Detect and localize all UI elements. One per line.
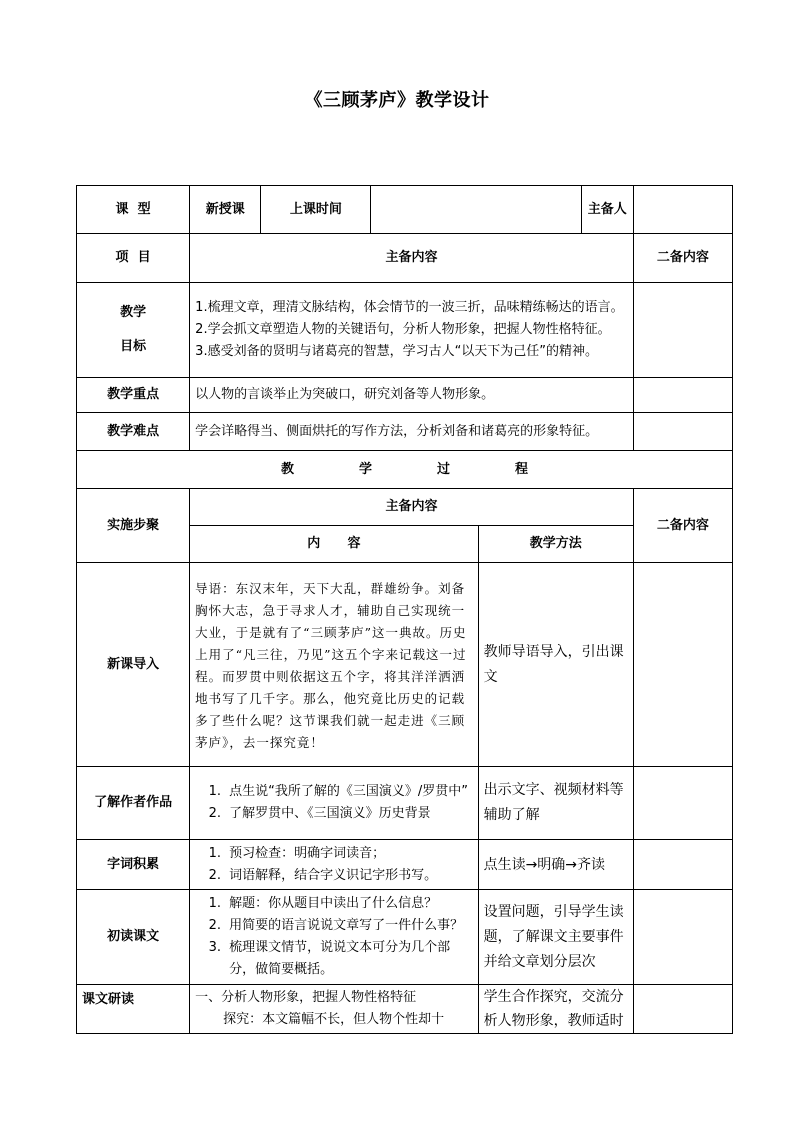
reading-step: 初读课文 [77, 890, 190, 985]
vocab-second [633, 840, 732, 890]
page-title: 《三顾茅庐》教学设计 [304, 90, 490, 111]
difficulty-row [77, 413, 733, 451]
study-second [633, 985, 732, 1034]
time-label: 上课时间 [261, 186, 371, 234]
intro-step: 新课导入 [77, 563, 190, 767]
vocab-step: 字词积累 [77, 840, 190, 890]
vocab-method: 点生读→明确→齐读 [478, 840, 633, 890]
intro-second [633, 563, 732, 767]
method-heading: 教学方法 [478, 526, 633, 563]
process-char: 程 [514, 461, 528, 477]
difficulty-text: 学会详略得当、侧面烘托的写作方法，分析刘备和诸葛亮的形象特征。 [190, 413, 634, 451]
type-value: 新授课 [190, 186, 261, 234]
reading-row [77, 890, 733, 985]
goals-label-a: 教学 [120, 305, 147, 320]
list-item: 1. 点生说“我所了解的《三国演义》/罗贯中” [225, 781, 472, 803]
author-content [190, 767, 478, 840]
intro-method: 教师导语导入，引出课文 [478, 563, 633, 767]
vocab-content [190, 840, 478, 890]
list-item: 2. 了解罗贯中、《三国演义》历史背景 [225, 803, 472, 825]
reading-method: 设置问题，引导学生读题，了解课文主要事件并给文章划分层次 [478, 890, 633, 985]
list-item: 1. 解题：你从题目中读出了什么信息？ [225, 893, 472, 915]
goals-label-b: 目标 [120, 339, 147, 354]
study-line: 一、分析人物形象，把握人物性格特征 [195, 990, 417, 1005]
main-content-heading: 主备内容 [190, 234, 634, 283]
study-line: 探究：本文篇幅不长，但人物个性却十 [223, 1012, 445, 1027]
study-step: 课文研读 [77, 985, 190, 1034]
time-value [371, 186, 581, 234]
reading-content [190, 890, 478, 985]
content-heading: 内 容 [190, 526, 478, 563]
reading-second [633, 890, 732, 985]
key-point-second [633, 378, 732, 413]
column-heading-row [77, 234, 733, 283]
goal-line: 2.学会抓文章塑造人物的关键语句，分析人物形象，把握人物性格特征。 [195, 322, 611, 337]
author-second [633, 767, 732, 840]
goal-line: 1.梳理文章，理清文脉结构，体会情节的一波三折，品味精练畅达的语言。 [195, 300, 624, 315]
goal-line: 3.感受刘备的贤明与诸葛亮的智慧，学习古人“以天下为己任”的精神。 [195, 344, 599, 359]
type-label: 课 型 [77, 186, 190, 234]
study-content [190, 985, 478, 1034]
list-item: 2. 用简要的语言说说文章写了一件什么事？ [225, 915, 472, 937]
process-title [77, 451, 733, 489]
steps-main-content: 主备内容 [190, 489, 634, 526]
goals-label [77, 283, 190, 378]
study-row [77, 985, 733, 1034]
intro-content: 导语：东汉末年，天下大乱，群雄纷争。刘备胸怀大志，急于寻求人才，辅助自己实现统一大业，于是就有了“三顾茅庐”这一典故。历史上用了“凡三往，乃见”这五个字来记载这一过程。而罗贯中则依据这五个字，将其洋洋洒洒地书写了几千字。那么，他究竟比历史的记载多了些什么呢？这节课我们就一起走进《三顾茅庐》，去一探究竟！ [190, 563, 478, 767]
difficulty-second [633, 413, 732, 451]
item-heading: 项 目 [77, 234, 190, 283]
process-char: 学 [358, 461, 372, 477]
list-item: 2. 词语解释，结合字义识记字形书写。 [225, 865, 472, 887]
key-point-label: 教学重点 [77, 378, 190, 413]
author-step: 了解作者作品 [77, 767, 190, 840]
study-method: 学生合作探究，交流分析人物形象，教师适时 [478, 985, 633, 1034]
key-point-row [77, 378, 733, 413]
list-item: 3. 梳理课文情节，说说文本可分为几个部分，做简要概括。 [225, 937, 472, 981]
goals-content [190, 283, 634, 378]
key-point-text: 以人物的言谈举止为突破口，研究刘备等人物形象。 [190, 378, 634, 413]
goals-row [77, 283, 733, 378]
steps-header-row-1 [77, 489, 733, 526]
author-row [77, 767, 733, 840]
vocab-row [77, 840, 733, 890]
preparer-label: 主备人 [581, 186, 633, 234]
difficulty-label: 教学难点 [77, 413, 190, 451]
process-row [77, 451, 733, 489]
header-row [77, 186, 733, 234]
intro-row [77, 563, 733, 767]
process-char: 教 [280, 461, 294, 477]
preparer-value [633, 186, 732, 234]
process-char: 过 [436, 461, 450, 477]
lesson-plan-table [76, 185, 733, 1034]
author-method: 出示文字、视频材料等辅助了解 [478, 767, 633, 840]
steps-second-content: 二备内容 [633, 489, 732, 563]
list-item: 1. 预习检查：明确字词读音； [225, 843, 472, 865]
steps-label: 实施步聚 [77, 489, 190, 563]
second-content-heading: 二备内容 [633, 234, 732, 283]
goals-second [633, 283, 732, 378]
